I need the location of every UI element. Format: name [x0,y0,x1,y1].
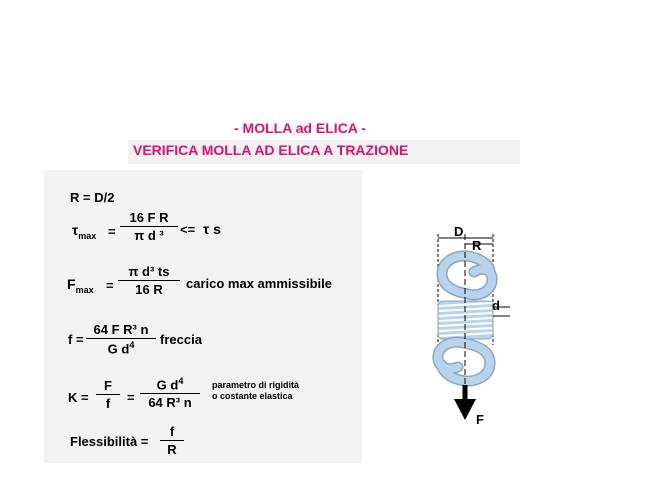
freccia-denominator: G $d^4$ [107,340,135,357]
label-R: R [472,238,482,253]
fmax-fraction [118,264,180,297]
tau-numerator: 16 F R [129,210,169,225]
k-denominator-2: 64 R³ n [148,395,192,411]
title-line-2: VERIFICA MOLLA AD ELICA A TRAZIONE [133,142,409,158]
tau-denominator: π d ³ [134,228,164,243]
freccia-fraction [86,322,156,356]
freccia-numerator: 64 F R³ n [93,322,149,337]
flessibilita-numerator: f [169,424,175,439]
fmax-label: $F_{max}$ [67,276,94,295]
flessibilita-lhs: Flessibilità = [70,434,149,449]
tau-s-label: τ s [203,221,221,237]
k-fraction-1 [96,378,120,411]
k-equals: = [127,390,135,405]
tau-max-label: $\tau_{max}$ [72,222,97,241]
fmax-denominator: 16 R [135,282,163,297]
flessibilita-denominator: R [167,442,177,457]
label-F: F [476,412,484,427]
tau-fraction [120,210,178,243]
label-d: d [492,298,500,313]
k-lhs: K = [68,390,89,405]
fmax-numerator: π d³ ts [128,264,170,279]
fmax-equals: = [106,278,114,293]
freccia-lhs: f = [68,332,84,347]
formula-panel [44,170,362,463]
k-note-line-1: parametro di rigidità [212,380,300,390]
tau-equals: = [108,224,116,239]
force-arrow-head [454,399,476,420]
k-denominator-1: f [105,396,111,411]
tau-relation: <= [180,222,196,237]
k-fraction-2 [140,376,200,410]
flessibilita-fraction [160,424,184,457]
title-line-1: - MOLLA ad ELICA - [234,120,366,136]
k-numerator-2: G $d^4$ [156,376,184,393]
k-note-line-2: o costante elastica [212,391,293,401]
fmax-description: carico max ammissibile [186,276,332,291]
k-numerator-1: F [104,378,112,393]
k-note [212,380,299,402]
label-D: D [454,224,464,239]
freccia-description: freccia [160,332,202,347]
radius-formula: R = D/2 [70,190,115,205]
